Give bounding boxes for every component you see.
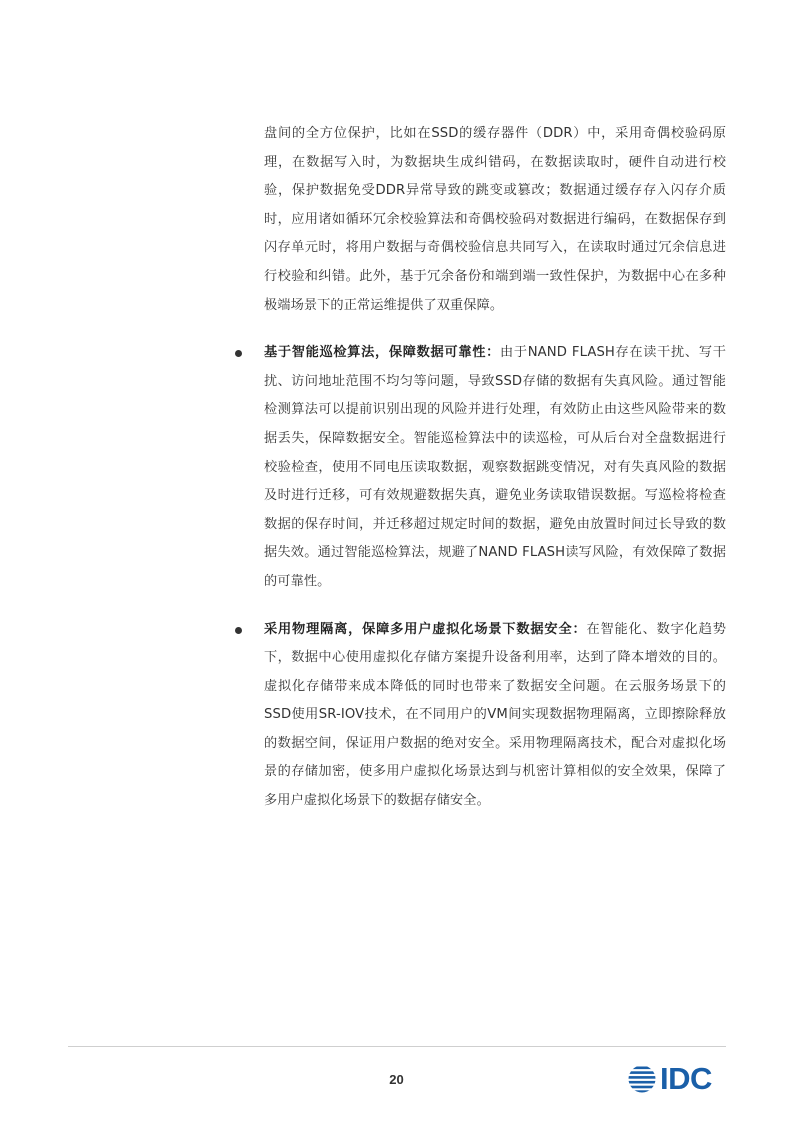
bullet-icon	[235, 627, 242, 634]
idc-logo	[627, 1063, 727, 1095]
bullet-text	[264, 616, 726, 816]
bullet-icon	[235, 350, 242, 357]
bullet-text	[264, 339, 726, 596]
idc-globe-icon	[627, 1064, 657, 1094]
footer-divider	[68, 1046, 726, 1047]
main-content	[264, 120, 726, 816]
intro-paragraph: 盘间的全方位保护，比如在SSD的缓存器件（DDR）中，采用奇偶校验码原理，在数据写入时，为数据块生成纠错码，在数据读取时，硬件自动进行校验，保护数据免受DDR异常导致的跳变或篡改；数据通过缓存存入闪存介质时，应用诸如循环冗余校验算法和奇偶校验码对数据进行编码，在数据保存到闪存单元时，将用户数据与奇偶校验信息共同写入，在读取时通过冗余信息进行校验和纠错。此外，基于冗余备份和端到端一致性保护，为数据中心在多种极端场景下的正常运维提供了双重保障。	[264, 126, 726, 313]
idc-logo-text: IDC	[660, 1061, 712, 1096]
bullet-item-physical-isolation	[264, 616, 726, 816]
bullet-body: 在智能化、数字化趋势下，数据中心使用虚拟化存储方案提升设备利用率，达到了降本增效的目的。虚拟化存储带来成本降低的同时也带来了数据安全问题。在云服务场景下的SSD使用SR-IOV技术，在不同用户的VM间实现数据物理隔离，立即擦除释放的数据空间，保证用户数据的绝对安全。采用物理隔离技术，配合对虚拟化场景的存储加密，使多用户虚拟化场景达到与机密计算相似的安全效果，保障了多用户虚拟化场景下的数据存储安全。	[264, 621, 726, 809]
bullet-body: 由于NAND FLASH存在读干扰、写干扰、访问地址范围不均匀等问题，导致SSD存储的数据有失真风险。通过智能检测算法可以提前识别出现的风险并进行处理，有效防止由这些风险带来的数据丢失，保障数据安全。智能巡检算法中的读巡检，可从后台对全盘数据进行校验检查，使用不同电压读取数据，观察数据跳变情况，对有失真风险的数据及时进行迁移，可有效规避数据失真，避免业务读取错误数据。写巡检将检查数据的保存时间，并迁移超过规定时间的数据，避免由放置时间过长导致的数据失效。通过智能巡检算法，规避了NAND FLASH读写风险，有效保障了数据的可靠性。	[264, 345, 726, 589]
bullet-heading: 采用物理隔离，保障多用户虚拟化场景下数据安全：	[264, 621, 587, 637]
bullet-heading: 基于智能巡检算法，保障数据可靠性：	[264, 345, 500, 361]
bullet-item-intelligent-inspection	[264, 339, 726, 596]
page-number: 20	[389, 1072, 404, 1087]
